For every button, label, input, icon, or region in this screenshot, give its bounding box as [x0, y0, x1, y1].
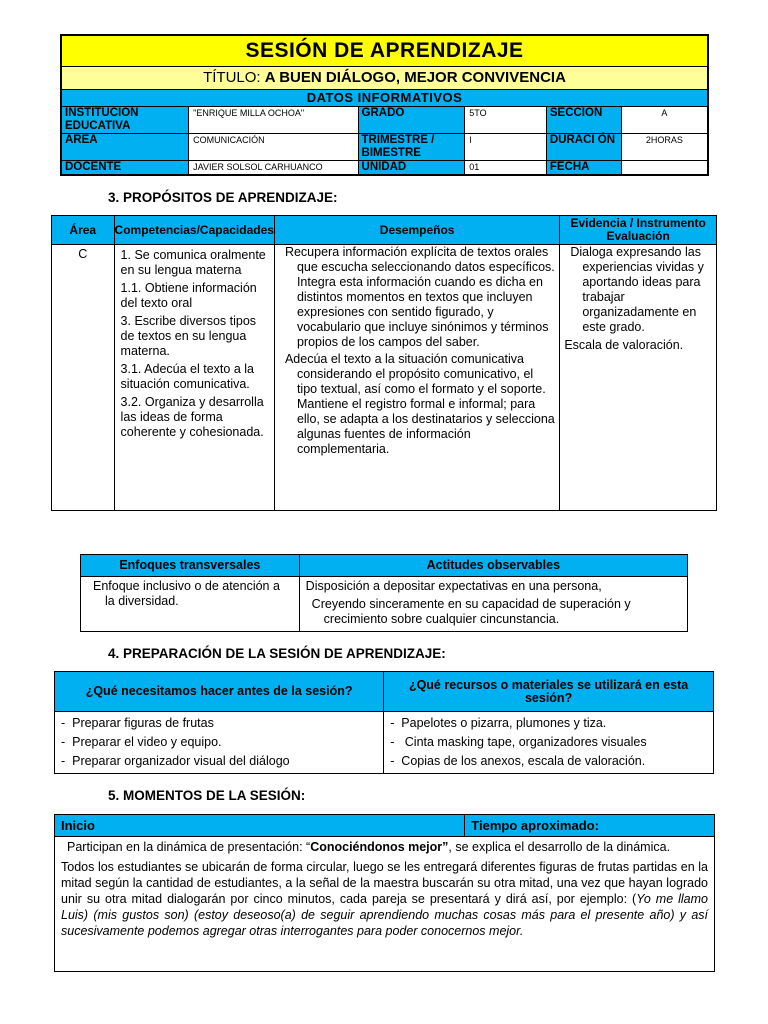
preparacion-table [54, 671, 714, 774]
inicio-paragraph-2: Todos los estudiantes se ubicarán de forma circular, luego se les entregará diferentes figuras de frutas partidas en la mitad según la cantidad de estudiantes, a la señal de la maestra buscarán su otra mitad, una vez que hayan logrado unir su otra mitad dialogarán por cinco minutos, cada pareja se presentará y dirá así, por ejemplo: (Yo me llamo Luis) (mis gustos son) (estoy deseoso(a) de seguir aprendiendo muchas cosas más para el presente año) y así sucesivamente podemos agregar otras interrogantes para poder conocernos mejor. [61, 860, 708, 938]
header-table [60, 34, 709, 176]
area-value: COMUNICACIÓN [189, 134, 358, 161]
antes-item: - Preparar el video y equipo. [61, 733, 377, 752]
seccion-value: A [621, 107, 708, 134]
subtitle-label: TÍTULO: [203, 69, 261, 86]
section3-title: 3. PROPÓSITOS DE APRENDIZAJE: [108, 190, 338, 205]
grado-value: 5TO [465, 107, 547, 134]
competencia-item: 3.1. Adecúa el texto a la situación comunicativa. [120, 362, 254, 391]
competencia-item: 1.1. Obtiene información del texto oral [120, 281, 257, 310]
fecha-value [621, 161, 708, 176]
desempeno-item: Recupera información explícita de textos orales que escucha seleccionando datos específicos. Integra esta información cuando es dicha en distintos momentos en textos que incluyen expresiones con sentido figurado, y vocabulario que incluye sinónimos y términos propios de los campos del saber. [284, 245, 555, 349]
evidencia-item: Dialoga expresando las experiencias vividas y aportando ideas para trabajar organizadamente en este grado. [570, 245, 704, 334]
duracion-label: DURACI ÓN [546, 134, 621, 161]
enfoque-text: Enfoque inclusivo o de atención a la diversidad. [93, 579, 280, 608]
section4-title: 4. PREPARACIÓN DE LA SESIÓN DE APRENDIZAJE: [108, 646, 446, 661]
trimestre-label: TRIMESTRE / BIMESTRE [358, 134, 465, 161]
momentos-table [54, 814, 715, 972]
datos-informativos-heading: DATOS INFORMATIVOS [61, 90, 708, 107]
competencia-item: 3.2. Organiza y desarrolla las ideas de forma coherente y cohesionada. [120, 395, 264, 439]
evidencia-item: Escala de valoración. [564, 338, 684, 352]
enfoque-cell [81, 577, 300, 632]
duracion-value: 2HORAS [621, 134, 708, 161]
col-header-recursos: ¿Qué recursos o materiales se utilizará en esta sesión? [384, 672, 714, 712]
col-header-evidencia: Evidencia / Instrumento Evaluación [560, 216, 717, 245]
col-header-enfoques: Enfoques transversales [81, 555, 300, 577]
recursos-cell [384, 712, 714, 774]
enfoques-table [80, 554, 688, 632]
docente-label: DOCENTE [61, 161, 189, 176]
actitud-item: Creyendo sinceramente en su capacidad de superación y crecimiento sobre cualquier cincunstancia. [311, 597, 631, 626]
tiempo-heading: Tiempo aproximado: [465, 815, 715, 837]
unidad-label: UNIDAD [358, 161, 465, 176]
actitud-item: Disposición a depositar expectativas en una persona, [305, 579, 602, 593]
fecha-label: FECHA [546, 161, 621, 176]
institucion-label: INSTITUCION EDUCATIVA [61, 107, 189, 134]
competencia-item: 1. Se comunica oralmente en su lengua materna [120, 248, 266, 277]
institucion-value: "ENRIQUE MILLA OCHOA" [189, 107, 358, 134]
recurso-item: - Papelotes o pizarra, plumones y tiza. [390, 714, 707, 733]
page-title: SESIÓN DE APRENDIZAJE [61, 35, 708, 67]
recurso-item: - Cinta masking tape, organizadores visuales [390, 733, 707, 752]
docente-value: JAVIER SOLSOL CARHUANCO [189, 161, 358, 176]
antes-item: - Preparar figuras de frutas [61, 714, 377, 733]
competencias-cell [114, 245, 274, 511]
col-header-competencias: Competencias/Capacidades [114, 216, 274, 245]
session-subtitle [61, 67, 708, 90]
evidencia-cell [560, 245, 717, 511]
antes-cell [55, 712, 384, 774]
col-header-antes: ¿Qué necesitamos hacer antes de la sesión? [55, 672, 384, 712]
section5-title: 5. MOMENTOS DE LA SESIÓN: [108, 788, 306, 803]
area-cell: C [52, 245, 115, 511]
recurso-item: - Copias de los anexos, escala de valoración. [390, 752, 707, 771]
subtitle-value: A BUEN DIÁLOGO, MEJOR CONVIVENCIA [264, 69, 566, 86]
propositos-table [51, 215, 717, 511]
col-header-desempenos: Desempeños [274, 216, 559, 245]
inicio-heading: Inicio [55, 815, 465, 837]
trimestre-value: I [465, 134, 547, 161]
grado-label: GRADO [358, 107, 465, 134]
area-label: AREA [61, 134, 189, 161]
seccion-label: SECCION [546, 107, 621, 134]
actitudes-cell [299, 577, 687, 632]
inicio-content [55, 837, 715, 972]
unidad-value: 01 [465, 161, 547, 176]
desempeno-item: Adecúa el texto a la situación comunicativa considerando el propósito comunicativo, el tipo textual, así como el formato y el soporte. Mantiene el registro formal e informal; para ello, se adapta a los destinatarios y selecciona algunas fuentes de información complementaria. [284, 352, 555, 456]
competencia-item: 3. Escribe diversos tipos de textos en su lengua materna. [120, 314, 257, 358]
col-header-area: Área [52, 216, 115, 245]
col-header-actitudes: Actitudes observables [299, 555, 687, 577]
inicio-paragraph-1: Participan en la dinámica de presentación: “Conociéndonos mejor”, se explica el desarrollo de la dinámica. [67, 840, 671, 854]
desempenos-cell [274, 245, 559, 511]
antes-item: - Preparar organizador visual del diálogo [61, 752, 377, 771]
